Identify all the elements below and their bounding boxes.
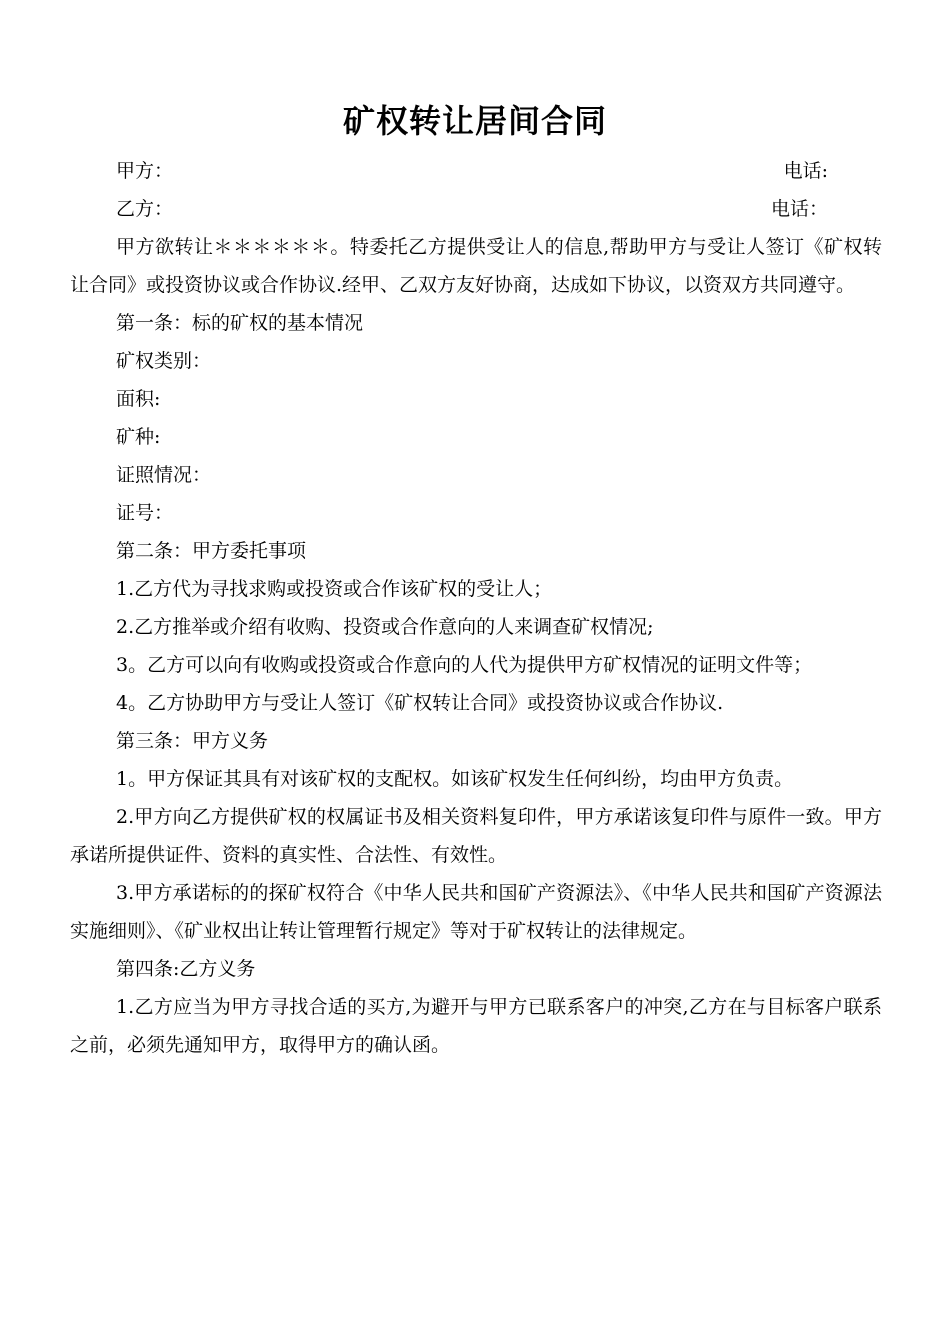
document-title: 矿权转让居间合同 <box>342 102 607 140</box>
party-a-phone-label: 电话: <box>783 160 828 182</box>
mining-right-type-field: 矿权类别： <box>116 350 212 372</box>
mineral-type-field: 矿种: <box>116 426 161 448</box>
article-1-heading: 第一条：标的矿权的基本情况 <box>116 312 364 334</box>
license-status-field: 证照情况： <box>116 464 212 486</box>
article-3-item-2: 2.甲方向乙方提供矿权的权属证书及相关资料复印件，甲方承诺该复印件与原件一致。甲方承诺所提供证件、资料的真实性、合法性、有效性。 <box>70 806 882 866</box>
party-b-label: 乙方： <box>116 198 174 220</box>
intro-paragraph: 甲方欲转让＊＊＊＊＊＊。特委托乙方提供受让人的信息,帮助甲方与受让人签订《矿权转让合同》或投资协议或合作协议.经甲、乙双方友好协商，达成如下协议，以资双方共同遵守。 <box>70 236 882 296</box>
article-4-item-1: 1.乙方应当为甲方寻找合适的买方,为避开与甲方已联系客户的冲突,乙方在与目标客户联系之前，必须先通知甲方，取得甲方的确认函。 <box>70 996 882 1056</box>
article-2-item-2: 2.乙方推举或介绍有收购、投资或合作意向的人来调查矿权情况; <box>116 616 654 638</box>
article-2-item-1: 1.乙方代为寻找求购或投资或合作该矿权的受让人； <box>116 578 553 600</box>
license-number-field: 证号： <box>116 502 174 524</box>
party-b-row <box>116 194 828 224</box>
contract-body <box>70 228 882 1064</box>
article-3-heading: 第三条：甲方义务 <box>116 730 269 752</box>
article-2-heading: 第二条：甲方委托事项 <box>116 540 307 562</box>
article-3-item-1: 1。甲方保证其具有对该矿权的支配权。如该矿权发生任何纠纷，均由甲方负责。 <box>116 768 794 790</box>
article-3-item-3: 3.甲方承诺标的的探矿权符合《中华人民共和国矿产资源法》、《中华人民共和国矿产资源法实施细则》、《矿业权出让转让管理暂行规定》等对于矿权转让的法律规定。 <box>70 882 882 942</box>
article-2-item-3: 3。乙方可以向有收购或投资或合作意向的人代为提供甲方矿权情况的证明文件等； <box>116 654 813 676</box>
party-b-phone-label: 电话： <box>770 198 828 220</box>
party-a-row <box>116 156 828 186</box>
party-a-label: 甲方： <box>116 160 174 182</box>
article-4-heading: 第四条:乙方义务 <box>116 958 256 980</box>
area-field: 面积: <box>116 388 161 410</box>
article-2-item-4: 4。乙方协助甲方与受让人签订《矿权转让合同》或投资协议或合作协议. <box>116 692 724 714</box>
